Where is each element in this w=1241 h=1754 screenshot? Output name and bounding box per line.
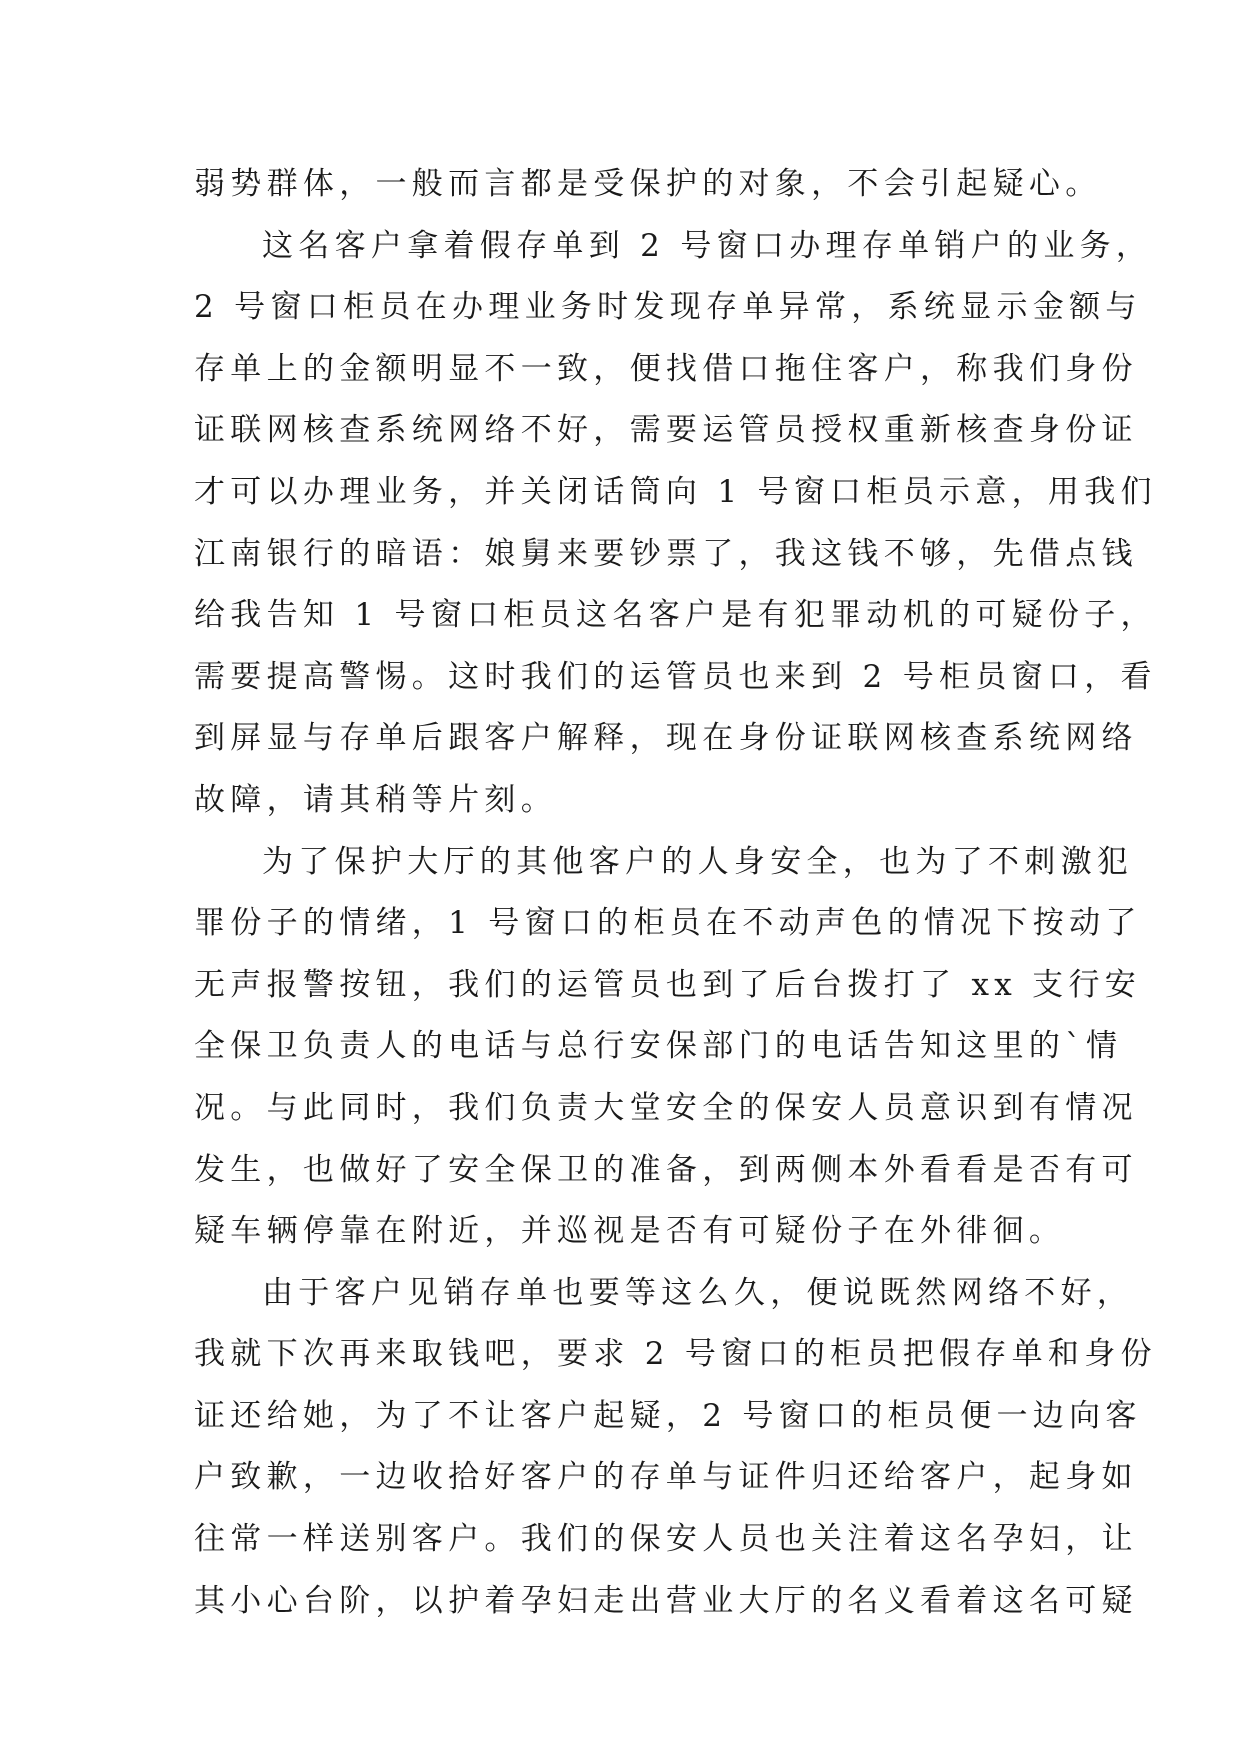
text-line: 给我告知 1 号窗口柜员这名客户是有犯罪动机的可疑份子， (194, 597, 1157, 634)
text-line: 全保卫负责人的电话与总行安保部门的电话告知这里的`情 (194, 1028, 1123, 1065)
text-line: 往常一样送别客户。我们的保安人员也关注着这名孕妇，让 (194, 1521, 1138, 1558)
text-line: 况。与此同时，我们负责大堂安全的保安人员意识到有情况 (194, 1089, 1138, 1126)
text-line: 证还给她，为了不让客户起疑，2 号窗口的柜员便一边向客 (194, 1397, 1142, 1434)
paragraph-p2 (194, 216, 1157, 832)
text-line: 存单上的金额明显不一致，便找借口拖住客户，称我们身份 (194, 350, 1138, 387)
text-line: 户致歉，一边收拾好客户的存单与证件归还给客户，起身如 (194, 1459, 1138, 1496)
text-line: 其小心台阶，以护着孕妇走出营业大厅的名义看着这名可疑 (194, 1582, 1138, 1619)
text-line: 到屏显与存单后跟客户解释，现在身份证联网核查系统网络 (194, 720, 1138, 757)
text-line: 江南银行的暗语：娘舅来要钞票了，我这钱不够，先借点钱 (194, 535, 1138, 572)
paragraph-p1 (194, 154, 1102, 216)
text-line: 发生，也做好了安全保卫的准备，到两侧本外看看是否有可 (194, 1151, 1138, 1188)
text-line: 由于客户见销存单也要等这么久，便说既然网络不好， (262, 1274, 1134, 1311)
paragraph-p3 (194, 832, 1142, 1263)
text-line: 证联网核查系统网络不好，需要运管员授权重新核查身份证 (194, 412, 1138, 449)
text-line: 需要提高警惕。这时我们的运管员也来到 2 号柜员窗口，看 (194, 658, 1157, 695)
text-line: 我就下次再来取钱吧，要求 2 号窗口的柜员把假存单和身份 (194, 1336, 1157, 1373)
text-line: 2 号窗口柜员在办理业务时发现存单异常，系统显示金额与 (194, 289, 1142, 326)
text-line: 弱势群体，一般而言都是受保护的对象，不会引起疑心。 (194, 166, 1102, 202)
paragraph-p4 (194, 1263, 1157, 1633)
text-line: 罪份子的情绪，1 号窗口的柜员在不动声色的情况下按动了 (194, 905, 1142, 942)
text-line: 这名客户拿着假存单到 2 号窗口办理存单销户的业务， (262, 227, 1153, 264)
text-line: 才可以办理业务，并关闭话筒向 1 号窗口柜员示意，用我们 (194, 473, 1157, 510)
document-body (194, 154, 1157, 1632)
text-line: 为了保护大厅的其他客户的人身安全，也为了不刺激犯 (262, 843, 1134, 880)
text-line: 疑车辆停靠在附近，并巡视是否有可疑份子在外徘徊。 (194, 1213, 1066, 1250)
text-line: 无声报警按钮，我们的运管员也到了后台拨打了 xx 支行安 (194, 966, 1142, 1003)
text-line: 故障，请其稍等片刻。 (194, 781, 557, 818)
